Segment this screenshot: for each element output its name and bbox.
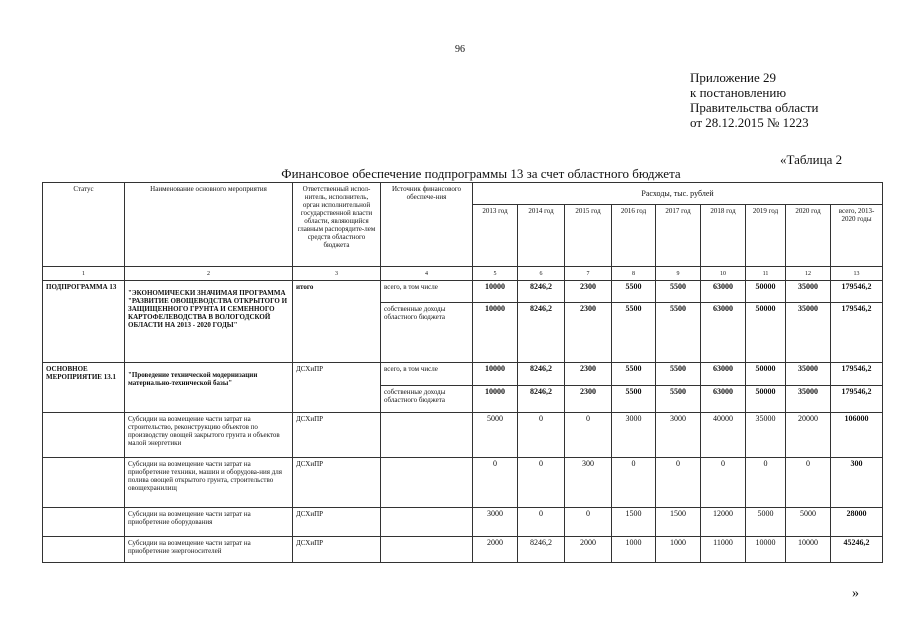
value-cell-total: 300 (831, 458, 883, 508)
row-status-empty (43, 508, 125, 537)
value-cell: 50000 (746, 386, 786, 413)
value-cell: 10000 (473, 386, 518, 413)
row-executor: итого (293, 281, 381, 363)
value-cell: 3000 (612, 413, 656, 458)
header-year: 2020 год (786, 205, 831, 267)
value-cell: 8246,2 (518, 303, 565, 363)
value-cell: 20000 (786, 413, 831, 458)
header-year: 2017 год (656, 205, 701, 267)
row-status-empty (43, 458, 125, 508)
appendix-line: Правительства области (690, 100, 819, 115)
column-number: 9 (656, 267, 701, 281)
value-cell: 10000 (473, 303, 518, 363)
table-row (43, 537, 883, 563)
header-year: 2013 год (473, 205, 518, 267)
row-source-empty (381, 413, 473, 458)
value-cell: 0 (518, 458, 565, 508)
appendix-line: к постановлению (690, 85, 787, 100)
value-cell: 12000 (701, 508, 746, 537)
closing-quote: » (852, 586, 859, 601)
value-cell-total: 28000 (831, 508, 883, 537)
value-cell: 5500 (656, 281, 701, 303)
value-cell: 63000 (701, 386, 746, 413)
header-year: 2019 год (746, 205, 786, 267)
row-status-empty (43, 413, 125, 458)
value-cell: 50000 (746, 303, 786, 363)
value-cell: 5500 (656, 386, 701, 413)
value-cell: 0 (612, 458, 656, 508)
row-executor: ДСХиПР (293, 458, 381, 508)
appendix-line: Приложение 29 (690, 70, 777, 85)
value-cell: 40000 (701, 413, 746, 458)
row-source-empty (381, 537, 473, 563)
value-cell: 2000 (473, 537, 518, 563)
value-cell: 10000 (473, 281, 518, 303)
column-number: 12 (786, 267, 831, 281)
row-source: всего, в том числе (381, 281, 473, 303)
row-source: собственные доходы областного бюджета (381, 386, 473, 413)
header-year: 2018 год (701, 205, 746, 267)
column-number: 1 (43, 267, 125, 281)
row-status: ПОДПРОГРАММА 13 (43, 281, 125, 363)
appendix-line: от 28.12.2015 № 1223 (690, 115, 809, 130)
value-cell-total: 179546,2 (831, 363, 883, 386)
value-cell: 5500 (612, 386, 656, 413)
value-cell-total: 179546,2 (831, 386, 883, 413)
row-name: "Проведение технической модернизации материально-технической базы" (125, 363, 293, 413)
row-source: всего, в том числе (381, 363, 473, 386)
value-cell: 5500 (656, 303, 701, 363)
value-cell: 5500 (656, 363, 701, 386)
header-name: Наименование основного мероприятия (125, 183, 293, 267)
value-cell: 35000 (786, 386, 831, 413)
header-executor: Ответственный испол-нитель, исполнитель, орган исполнительной государственной власти области, являющийся главным распорядите-лем средств областного бюджета (293, 183, 381, 267)
value-cell: 8246,2 (518, 363, 565, 386)
header-year: 2015 год (565, 205, 612, 267)
row-executor: ДСХиПР (293, 413, 381, 458)
value-cell: 3000 (473, 508, 518, 537)
header-year: 2016 год (612, 205, 656, 267)
column-number: 8 (612, 267, 656, 281)
value-cell: 0 (565, 413, 612, 458)
value-cell: 1500 (612, 508, 656, 537)
row-name: "ЭКОНОМИЧЕСКИ ЗНАЧИМАЯ ПРОГРАММА "РАЗВИТИЕ ОВОЩЕВОДСТВА ОТКРЫТОГО И ЗАЩИЩЕННОГО ГРУНТА И СЕМЕННОГО КАРТОФЕЛЕВОДСТВА В ВОЛОГОДСКОЙ ОБЛАСТИ НА 2013 - 2020 ГОДЫ" (125, 281, 293, 363)
value-cell: 35000 (786, 363, 831, 386)
row-executor: ДСХиПР (293, 537, 381, 563)
value-cell: 10000 (473, 363, 518, 386)
value-cell: 8246,2 (518, 281, 565, 303)
value-cell: 2000 (565, 537, 612, 563)
value-cell: 8246,2 (518, 386, 565, 413)
row-source: собственные доходы областного бюджета (381, 303, 473, 363)
document-title: Финансовое обеспечение подпрограммы 13 за счет областного бюджета (281, 166, 681, 181)
header-year-total: всего, 2013- 2020 годы (831, 205, 883, 267)
value-cell: 5500 (612, 303, 656, 363)
column-number: 13 (831, 267, 883, 281)
value-cell: 10000 (746, 537, 786, 563)
column-number: 7 (565, 267, 612, 281)
value-cell: 0 (786, 458, 831, 508)
value-cell: 2300 (565, 281, 612, 303)
value-cell: 2300 (565, 303, 612, 363)
value-cell: 5000 (746, 508, 786, 537)
column-number: 2 (125, 267, 293, 281)
table-row (43, 281, 883, 303)
value-cell: 3000 (656, 413, 701, 458)
value-cell: 5500 (612, 281, 656, 303)
row-name: Субсидии на возмещение части затрат на приобретение оборудования (125, 508, 293, 537)
row-name: Субсидии на возмещение части затрат на строительство, реконструкцию объектов по производству овощей закрытого грунта и объектов малой энергетики (125, 413, 293, 458)
value-cell-total: 179546,2 (831, 281, 883, 303)
row-executor: ДСХиПР (293, 508, 381, 537)
header-year: 2014 год (518, 205, 565, 267)
column-number: 6 (518, 267, 565, 281)
header-status: Статус (43, 183, 125, 267)
value-cell: 0 (701, 458, 746, 508)
value-cell: 5000 (473, 413, 518, 458)
value-cell: 50000 (746, 363, 786, 386)
value-cell: 300 (565, 458, 612, 508)
value-cell: 63000 (701, 303, 746, 363)
value-cell: 35000 (746, 413, 786, 458)
value-cell: 2300 (565, 386, 612, 413)
row-source-empty (381, 508, 473, 537)
table-row (43, 508, 883, 537)
value-cell: 1000 (656, 537, 701, 563)
column-number: 11 (746, 267, 786, 281)
table-row (43, 363, 883, 386)
value-cell: 0 (656, 458, 701, 508)
row-name: Субсидии на возмещение части затрат на приобретение техники, машин и оборудова-ния для полива овощей открытого грунта, строительство овощехранилищ (125, 458, 293, 508)
header-source: Источник финансового обеспече-ния (381, 183, 473, 267)
appendix-header (690, 70, 819, 130)
value-cell: 0 (565, 508, 612, 537)
row-status-empty (43, 537, 125, 563)
value-cell: 0 (473, 458, 518, 508)
value-cell: 63000 (701, 281, 746, 303)
row-name: Субсидии на возмещение части затрат на приобретение энергоносителей (125, 537, 293, 563)
page-number: 96 (455, 44, 465, 55)
value-cell: 63000 (701, 363, 746, 386)
value-cell-total: 179546,2 (831, 303, 883, 363)
value-cell: 35000 (786, 303, 831, 363)
value-cell: 0 (746, 458, 786, 508)
value-cell: 11000 (701, 537, 746, 563)
value-cell: 1500 (656, 508, 701, 537)
column-number: 4 (381, 267, 473, 281)
table-row (43, 458, 883, 508)
column-number: 5 (473, 267, 518, 281)
table-label: «Таблица 2 (780, 152, 843, 167)
value-cell: 10000 (786, 537, 831, 563)
value-cell: 5000 (786, 508, 831, 537)
column-numbers-row (43, 267, 883, 281)
value-cell: 1000 (612, 537, 656, 563)
value-cell: 5500 (612, 363, 656, 386)
value-cell: 0 (518, 413, 565, 458)
value-cell: 35000 (786, 281, 831, 303)
value-cell: 50000 (746, 281, 786, 303)
row-status: ОСНОВНОЕ МЕРОПРИЯТИЕ 13.1 (43, 363, 125, 413)
value-cell-total: 45246,2 (831, 537, 883, 563)
table-row (43, 413, 883, 458)
row-source-empty (381, 458, 473, 508)
column-number: 10 (701, 267, 746, 281)
financing-table (42, 182, 883, 563)
value-cell: 0 (518, 508, 565, 537)
value-cell-total: 106000 (831, 413, 883, 458)
value-cell: 2300 (565, 363, 612, 386)
column-number: 3 (293, 267, 381, 281)
header-expenses: Расходы, тыс. рублей (473, 183, 883, 205)
row-executor: ДСХиПР (293, 363, 381, 413)
value-cell: 8246,2 (518, 537, 565, 563)
